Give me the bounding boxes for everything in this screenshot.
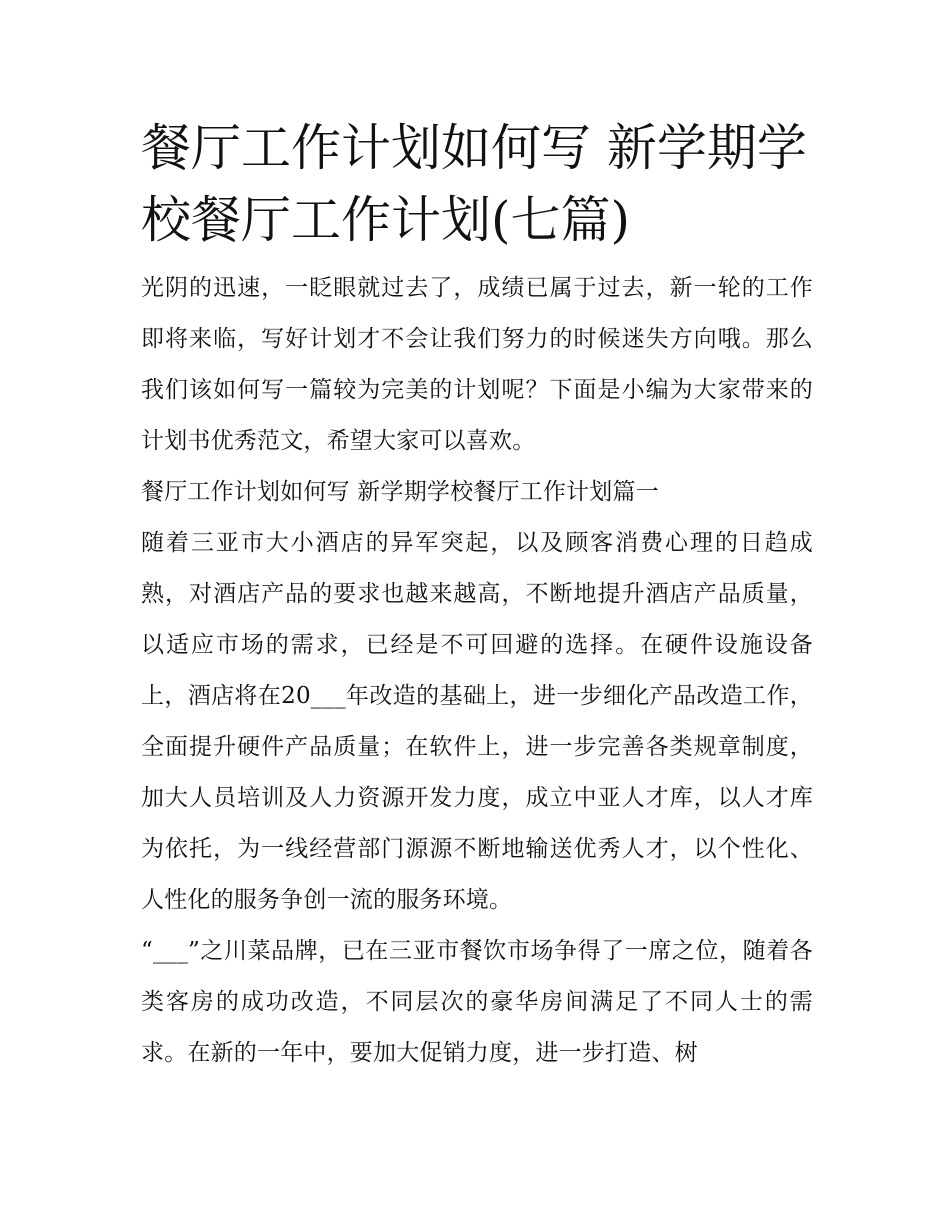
document-title: 餐厅工作计划如何写 新学期学校餐厅工作计划(七篇) <box>141 119 807 249</box>
section-heading: 餐厅工作计划如何写 新学期学校餐厅工作计划篇一 <box>141 479 659 505</box>
body-paragraph: 随着三亚市大小酒店的异军突起，以及顾客消费心理的日趋成熟，对酒店产品的要求也越来越高，不断地提升酒店产品质量，以适应市场的需求，已经是不可回避的选择。在硬件设施设备上，酒店将在20___年改造的基础上，进一步细化产品改造工作，全面提升硬件产品质量；在软件上，进一步完善各类规章制度，加大人员培训及人力资源开发力度，成立中亚人才库，以人才库为依托，为一线经营部门源源不断地输送优秀人才，以个性化、人性化的服务争创一流的服务环境。 <box>141 530 813 913</box>
document-body <box>141 263 813 1079</box>
document-content <box>141 112 813 1079</box>
intro-paragraph: 光阴的迅速，一眨眼就过去了，成绩已属于过去，新一轮的工作即将来临，写好计划才不会让我们努力的时候迷失方向哦。那么我们该如何写一篇较为完美的计划呢？下面是小编为大家带来的计划书优秀范文，希望大家可以喜欢。 <box>141 275 813 454</box>
body-paragraph: “___”之川菜品牌，已在三亚市餐饮市场争得了一席之位，随着各类客房的成功改造，不同层次的豪华房间满足了不同人士的需求。在新的一年中，要加大促销力度，进一步打造、树 <box>141 938 813 1066</box>
